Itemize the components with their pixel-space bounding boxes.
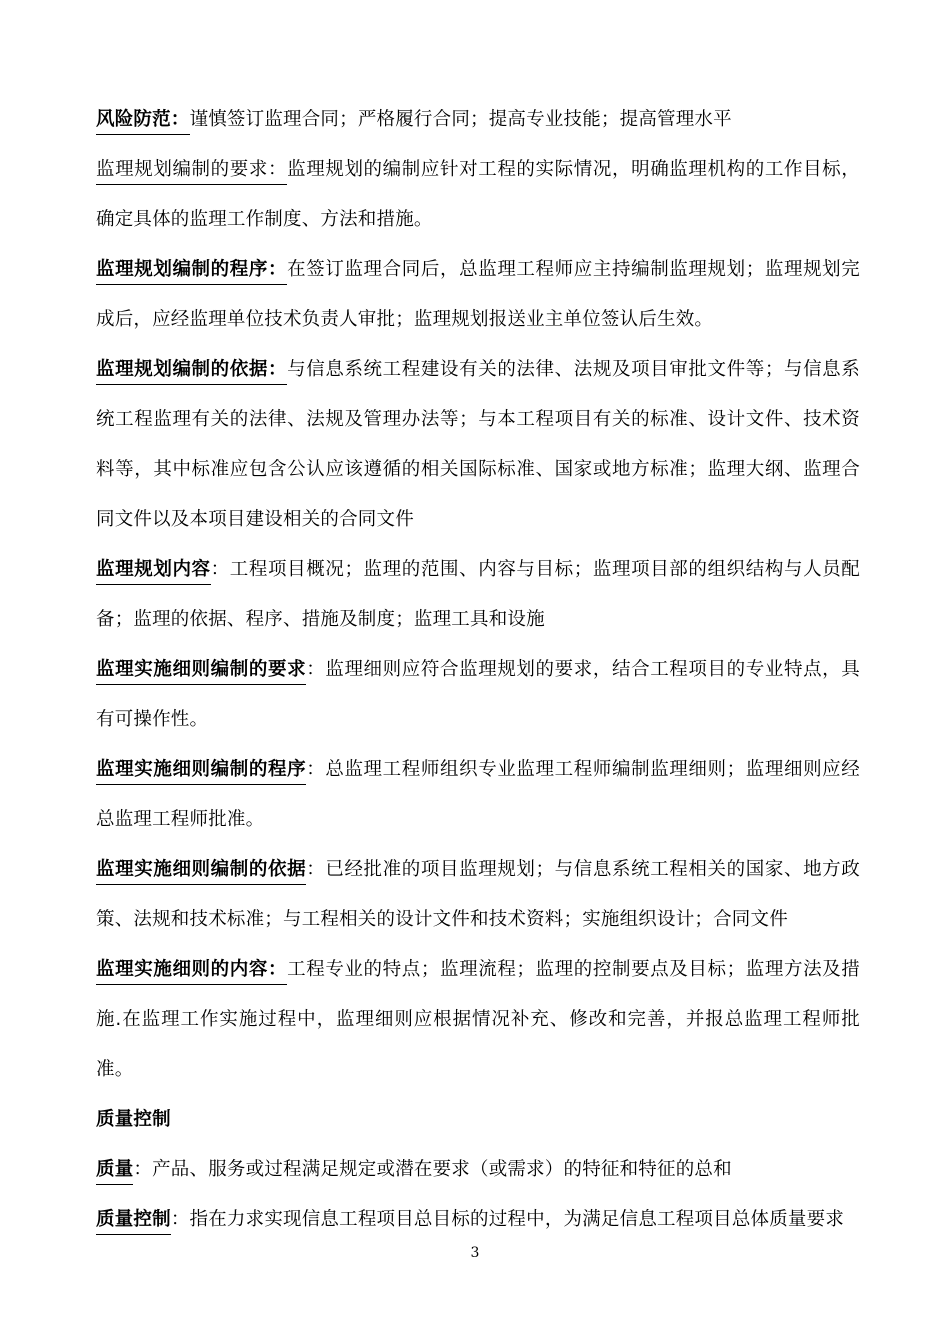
term-label: 监理规划编制的程序： bbox=[96, 259, 287, 285]
term-label: 质量控制 bbox=[96, 1209, 171, 1235]
paragraph-text: ：指在力求实现信息工程项目总目标的过程中，为满足信息工程项目总体质量要求 bbox=[170, 1209, 845, 1230]
term-label: 监理实施细则的内容： bbox=[96, 959, 287, 985]
term-label: 监理实施细则编制的程序 bbox=[96, 759, 306, 785]
term-label: 监理实施细则编制的依据 bbox=[96, 859, 306, 885]
paragraph-text: ：已经批准的项目监理规划；与信息系统工程相关的国家、地方政策、法规和技术标准；与工程相关的设计文件和技术资料；实施组织设计；合同文件 bbox=[96, 859, 860, 930]
paragraph-plan-requirements bbox=[96, 145, 860, 245]
paragraph-text: 在签订监理合同后，总监理工程师应主持编制监理规划；监理规划完成后，应经监理单位技术负责人审批；监理规划报送业主单位签认后生效。 bbox=[96, 259, 860, 330]
paragraph-rules-content bbox=[96, 945, 860, 1095]
term-label: 风险防范： bbox=[96, 109, 190, 135]
paragraph-text: 谨慎签订监理合同；严格履行合同；提高专业技能；提高管理水平 bbox=[189, 109, 732, 130]
paragraph-text: ：总监理工程师组织专业监理工程师编制监理细则；监理细则应经总监理工程师批准。 bbox=[96, 759, 860, 830]
paragraph-rules-basis bbox=[96, 845, 860, 945]
term-label: 监理规划内容 bbox=[96, 559, 211, 585]
term-label: 监理规划编制的依据： bbox=[96, 359, 287, 385]
paragraph-text: ：工程项目概况；监理的范围、内容与目标；监理项目部的组织结构与人员配备；监理的依据、程序、措施及制度；监理工具和设施 bbox=[96, 559, 861, 630]
document-body bbox=[96, 95, 860, 1245]
paragraph-plan-procedure bbox=[96, 245, 860, 345]
paragraph-quality-control bbox=[96, 1195, 860, 1245]
term-label: 质量 bbox=[96, 1159, 133, 1185]
term-label: 监理规划编制的要求： bbox=[96, 159, 287, 185]
term-label: 监理实施细则编制的要求 bbox=[96, 659, 306, 685]
section-heading: 质量控制 bbox=[96, 1109, 171, 1130]
paragraph-text: 与信息系统工程建设有关的法律、法规及项目审批文件等；与信息系统工程监理有关的法律、法规及管理办法等；与本工程项目有关的标准、设计文件、技术资料等，其中标准应包含公认应该遵循的相关国际标准、国家或地方标准；监理大纲、监理合同文件以及本项目建设相关的合同文件 bbox=[96, 359, 860, 530]
paragraph-plan-content bbox=[96, 545, 860, 645]
paragraph-rules-requirements bbox=[96, 645, 860, 745]
paragraph-quality bbox=[96, 1145, 860, 1195]
paragraph-risk-prevention bbox=[96, 95, 860, 145]
page-number: 3 bbox=[470, 1245, 480, 1261]
paragraph-rules-procedure bbox=[96, 745, 860, 845]
paragraph-text: 工程专业的特点；监理流程；监理的控制要点及目标；监理方法及措施.在监理工作实施过程中，监理细则应根据情况补充、修改和完善，并报总监理工程师批准。 bbox=[96, 959, 860, 1080]
paragraph-plan-basis bbox=[96, 345, 860, 545]
paragraph-text: ：监理细则应符合监理规划的要求，结合工程项目的专业特点，具有可操作性。 bbox=[96, 659, 860, 730]
paragraph-text: ：产品、服务或过程满足规定或潜在要求（或需求）的特征和特征的总和 bbox=[133, 1159, 732, 1180]
paragraph-text: 监理规划的编制应针对工程的实际情况，明确监理机构的工作目标，确定具体的监理工作制度、方法和措施。 bbox=[96, 159, 860, 230]
